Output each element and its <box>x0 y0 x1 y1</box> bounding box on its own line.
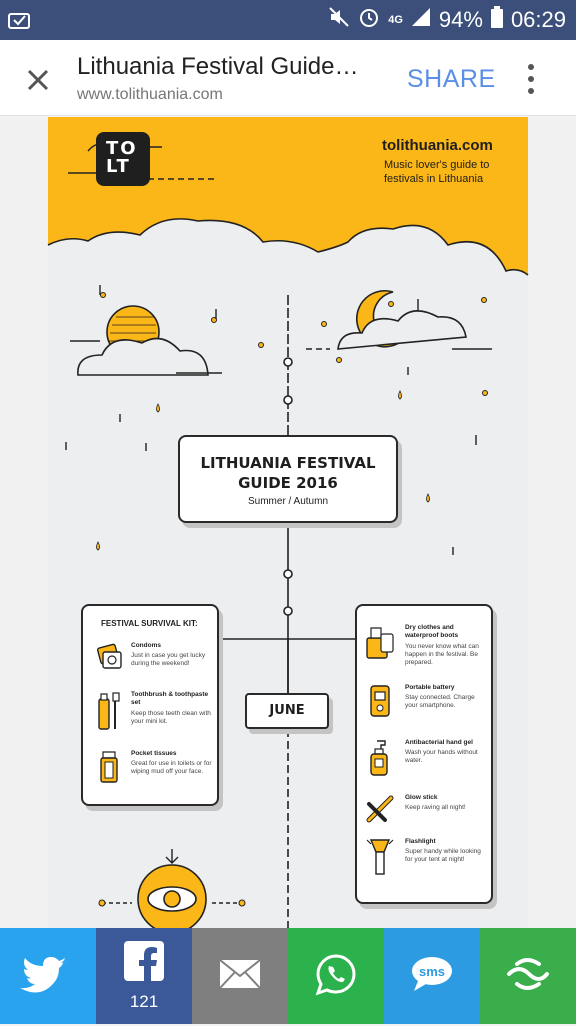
clock: 06:29 <box>510 7 566 32</box>
facebook-icon <box>124 941 164 986</box>
email-button[interactable] <box>192 928 288 1024</box>
guide-season: Summer / Autumn <box>247 496 329 507</box>
battery-icon <box>491 6 503 34</box>
sharethis-button[interactable] <box>480 928 576 1024</box>
web-content[interactable] <box>0 117 576 928</box>
glow-stick-icon <box>365 794 395 830</box>
share-bar <box>0 928 576 1024</box>
guide-title: LITHUANIA FESTIVAL GUIDE 2016 <box>200 454 376 492</box>
site-tagline: Music lover's guide to festivals in Lithuania <box>384 159 490 185</box>
survival-kit-title: FESTIVAL SURVIVAL KIT: <box>101 619 198 628</box>
month-label: JUNE <box>245 693 329 729</box>
sms-icon <box>410 955 454 998</box>
signal-icon <box>411 7 431 33</box>
4g-icon: 4G <box>388 14 403 26</box>
page-title: Lithuania Festival Guide… <box>77 53 359 80</box>
whatsapp-button[interactable] <box>288 928 384 1024</box>
flashlight-icon <box>365 838 395 874</box>
more-vert-icon[interactable] <box>518 62 544 96</box>
battery-percent: 94% <box>438 7 483 32</box>
custom-tab-toolbar <box>0 40 576 116</box>
mute-icon <box>328 6 350 34</box>
site-name: tolithuania.com <box>382 137 493 154</box>
page-url: www.tolithuania.com <box>77 86 223 103</box>
guide-title-card <box>178 435 398 523</box>
close-icon[interactable] <box>18 60 58 100</box>
whatsapp-icon <box>315 953 357 1000</box>
toothbrush-icon <box>97 691 123 725</box>
sms-button[interactable] <box>384 928 480 1024</box>
boots-icon <box>365 624 395 660</box>
gear-list-card: Dry clothes and waterproof boots You never know what can happen in the festival. Be prepared. Portable battery Stay connected. Charge your smartphone. Antibacterial hand gel Wash your hands without water. Glow stick Keep raving all night! Flashlight Super handy while looking for your tent at night! <box>355 604 493 904</box>
alarm-icon <box>358 6 380 34</box>
sharethis-icon <box>507 956 549 997</box>
condom-icon <box>97 642 123 676</box>
infographic <box>48 117 528 928</box>
svg-text:sms: sms <box>418 963 446 979</box>
status-bar <box>0 0 576 40</box>
twitter-button[interactable] <box>0 928 96 1024</box>
twitter-icon <box>28 957 68 996</box>
mail-icon <box>219 959 261 994</box>
tissues-icon <box>97 750 123 784</box>
share-button[interactable]: SHARE <box>407 65 496 93</box>
facebook-button[interactable] <box>96 928 192 1024</box>
facebook-share-count: 121 <box>129 991 159 1011</box>
notification-check-icon <box>8 10 30 35</box>
battery-pack-icon <box>365 684 395 720</box>
survival-kit-card: FESTIVAL SURVIVAL KIT: Condoms Just in case you get lucky during the weekend! Toothbrush & toothpaste set Keep those teeth clean with your mini kit. Pocket tissues Great for use in toilets or for wiping mud off your face. <box>81 604 219 806</box>
tolt-logo: TO LT <box>96 132 150 186</box>
hand-gel-icon <box>365 739 395 775</box>
